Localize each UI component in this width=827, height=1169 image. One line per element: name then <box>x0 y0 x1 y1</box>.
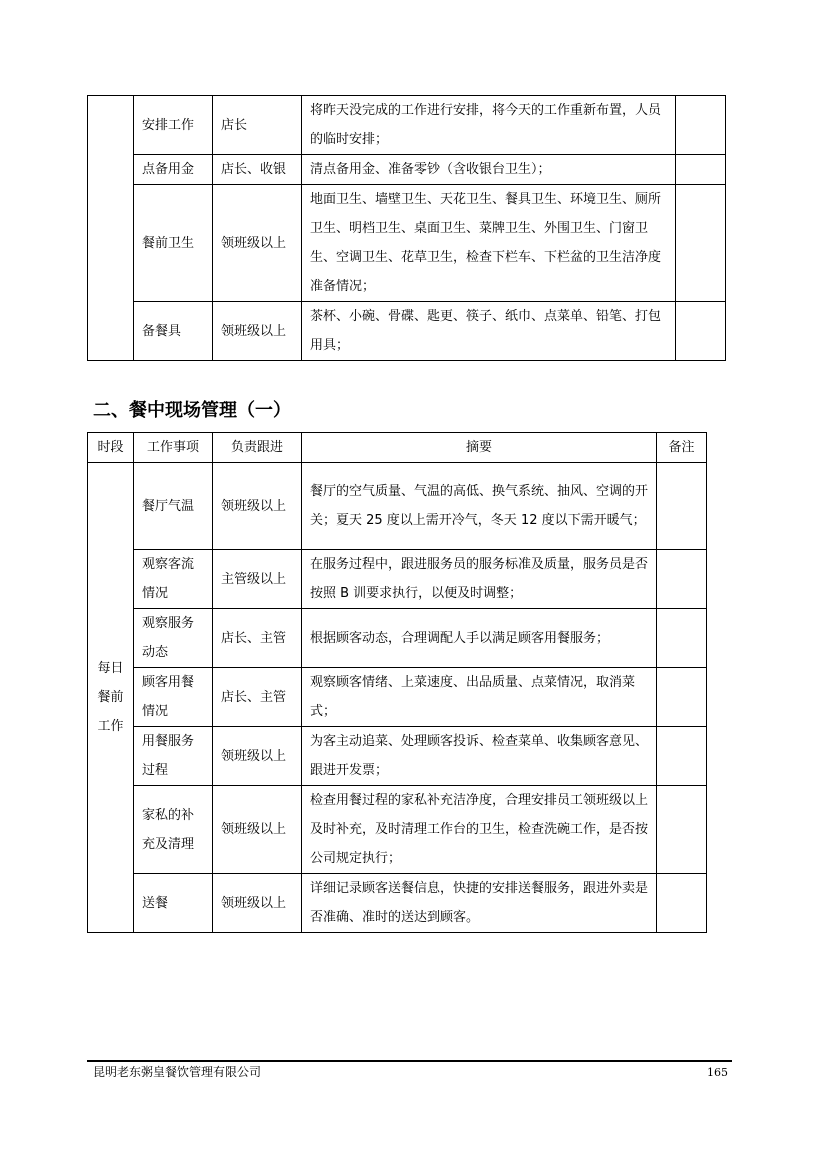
section-heading: 二、餐中现场管理（一） <box>93 400 291 421</box>
summary-cell: 餐厅的空气质量、气温的高低、换气系统、抽风、空调的开关；夏天 25 度以上需开冷气，冬天 12 度以下需开暖气； <box>302 463 657 550</box>
period-line: 每日 <box>97 661 124 676</box>
item-cell: 家私的补充及清理 <box>134 786 213 874</box>
note-cell <box>657 874 707 933</box>
owner-cell: 主管级以上 <box>213 550 302 609</box>
summary-cell: 详细记录顾客送餐信息，快捷的安排送餐服务，跟进外卖是否准确、准时的送达到顾客。 <box>302 874 657 933</box>
period-cell <box>88 96 134 361</box>
item-cell: 安排工作 <box>134 96 213 155</box>
period-line: 工作 <box>97 719 124 734</box>
note-cell <box>676 96 726 155</box>
table-row <box>88 96 726 155</box>
summary-cell: 茶杯、小碗、骨碟、匙更、筷子、纸巾、点菜单、铅笔、打包用具； <box>302 302 676 361</box>
summary-cell: 清点备用金、准备零钞（含收银台卫生）； <box>302 155 676 185</box>
item-cell: 餐前卫生 <box>134 185 213 302</box>
table-header-row <box>88 433 707 463</box>
summary-cell: 地面卫生、墙壁卫生、天花卫生、餐具卫生、环境卫生、厕所卫生、明档卫生、桌面卫生、菜牌卫生、外围卫生、门窗卫生、空调卫生、花草卫生，检查下栏车、下栏盆的卫生洁净度准备情况； <box>302 185 676 302</box>
footer-company-name: 昆明老东粥皇餐饮管理有限公司 <box>93 1065 262 1079</box>
item-cell: 顾客用餐情况 <box>134 668 213 727</box>
header-note: 备注 <box>657 433 707 463</box>
table-row <box>88 609 707 668</box>
note-cell <box>657 550 707 609</box>
summary-cell: 观察顾客情绪、上菜速度、出品质量、点菜情况，取消菜式； <box>302 668 657 727</box>
note-cell <box>657 786 707 874</box>
owner-cell: 领班级以上 <box>213 463 302 550</box>
header-summary: 摘要 <box>302 433 657 463</box>
table-row <box>88 463 707 550</box>
owner-cell: 店长 <box>213 96 302 155</box>
header-period: 时段 <box>88 433 134 463</box>
table-row <box>88 668 707 727</box>
note-cell <box>657 668 707 727</box>
summary-cell: 为客主动追菜、处理顾客投诉、检查菜单、收集顾客意见、跟进开发票； <box>302 727 657 786</box>
period-line: 餐前 <box>97 690 124 705</box>
item-cell: 餐厅气温 <box>134 463 213 550</box>
owner-cell: 领班级以上 <box>213 185 302 302</box>
owner-cell: 领班级以上 <box>213 874 302 933</box>
summary-cell: 在服务过程中，跟进服务员的服务标准及质量，服务员是否按照 B 训要求执行，以便及时调整； <box>302 550 657 609</box>
item-cell: 点备用金 <box>134 155 213 185</box>
item-cell: 备餐具 <box>134 302 213 361</box>
item-cell: 用餐服务过程 <box>134 727 213 786</box>
owner-cell: 领班级以上 <box>213 302 302 361</box>
table-row <box>88 786 707 874</box>
owner-cell: 领班级以上 <box>213 786 302 874</box>
period-cell <box>88 463 134 933</box>
header-owner: 负责跟进 <box>213 433 302 463</box>
page-number: 165 <box>707 1066 728 1079</box>
table-row <box>88 874 707 933</box>
table-row <box>88 727 707 786</box>
note-cell <box>657 463 707 550</box>
note-cell <box>657 727 707 786</box>
table-row <box>88 155 726 185</box>
header-item: 工作事项 <box>134 433 213 463</box>
item-cell: 观察服务动态 <box>134 609 213 668</box>
summary-cell: 检查用餐过程的家私补充洁净度，合理安排员工领班级以上及时补充，及时清理工作台的卫生，检查洗碗工作，是否按公司规定执行； <box>302 786 657 874</box>
owner-cell: 店长、主管 <box>213 668 302 727</box>
in-meal-management-table <box>87 432 707 933</box>
table-row <box>88 550 707 609</box>
summary-cell: 根据顾客动态，合理调配人手以满足顾客用餐服务； <box>302 609 657 668</box>
table-row <box>88 302 726 361</box>
note-cell <box>657 609 707 668</box>
summary-cell: 将昨天没完成的工作进行安排，将今天的工作重新布置，人员的临时安排； <box>302 96 676 155</box>
owner-cell: 店长、主管 <box>213 609 302 668</box>
note-cell <box>676 155 726 185</box>
note-cell <box>676 302 726 361</box>
footer-divider <box>87 1060 732 1062</box>
item-cell: 观察客流情况 <box>134 550 213 609</box>
table-row <box>88 185 726 302</box>
owner-cell: 店长、收银 <box>213 155 302 185</box>
item-cell: 送餐 <box>134 874 213 933</box>
continued-schedule-table <box>87 95 726 361</box>
owner-cell: 领班级以上 <box>213 727 302 786</box>
note-cell <box>676 185 726 302</box>
